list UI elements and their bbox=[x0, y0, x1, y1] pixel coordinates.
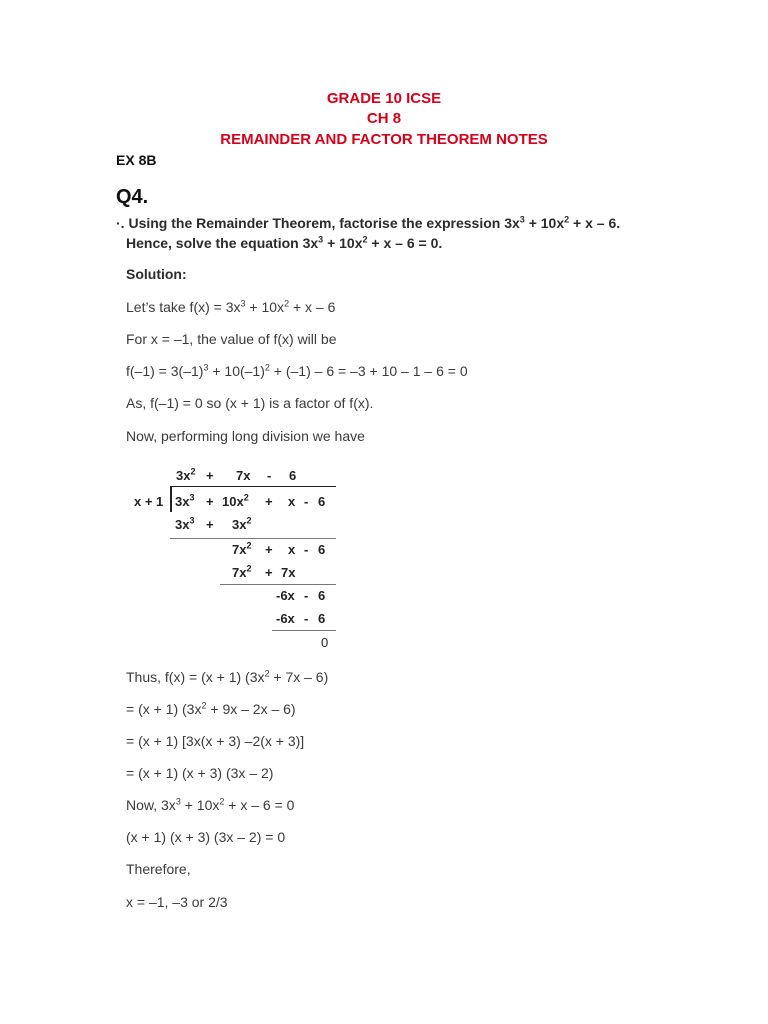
quotient-minus: - bbox=[267, 468, 272, 483]
subtract-row-1-term-1: $3x^3$ bbox=[175, 515, 195, 532]
step-group: = (x + 1) [3x(x + 3) –2(x + 3)] bbox=[126, 733, 305, 749]
remainder-row-1-minus: - bbox=[304, 542, 309, 557]
solution-label: Solution: bbox=[126, 266, 187, 282]
step-factorised: = (x + 1) (x + 3) (3x – 2) bbox=[126, 765, 274, 781]
long-division-figure bbox=[126, 460, 342, 656]
subtract-row-2-term-2: 7x bbox=[281, 565, 296, 580]
subtract-row-2-plus: + bbox=[265, 565, 273, 580]
remainder-row-1-term-3: 6 bbox=[318, 542, 326, 557]
step-evaluate: $f(-1) = 3(-1)^3 + 10(-1)^2 + (-1) - 6 = -3 + 10 - 1 - 6 = 0$ bbox=[126, 362, 468, 379]
dividend-term-1: $3x^3$ bbox=[175, 492, 195, 509]
step-therefore: Therefore, bbox=[126, 861, 191, 877]
dividend-minus: - bbox=[304, 494, 309, 509]
subtract-row-1-plus: + bbox=[206, 517, 214, 532]
exercise-label: EX 8B bbox=[116, 152, 157, 168]
subtract-row-3-term-2: 6 bbox=[318, 611, 326, 626]
dividend-plus-2: + bbox=[265, 494, 273, 509]
question-line-2: Hence, solve the equation $3x^3 + 10x^2 + x - 6 = 0$. bbox=[126, 234, 443, 251]
step-equation: Now, $3x^3 + 10x^2 + x - 6 = 0$ bbox=[126, 796, 295, 813]
remainder-row-1-plus: + bbox=[265, 542, 273, 557]
subtract-row-3-term-1: -6x bbox=[276, 611, 295, 626]
remainder-row-2-term-1: -6x bbox=[276, 588, 295, 603]
step-quotient: Thus, f(x) = (x + 1) $(3x^2 + 7x - 6)$ bbox=[126, 668, 329, 685]
remainder-row-1-term-2: x bbox=[288, 542, 296, 557]
subtract-row-2-term-1: $7x^2$ bbox=[232, 563, 252, 580]
quotient-term-1: $3x^2$ bbox=[176, 466, 196, 483]
divisor: x + 1 bbox=[134, 494, 164, 509]
chapter-heading: CH 8 bbox=[366, 110, 402, 127]
step-split-middle: = (x + 1) $(3x^2 + 9x - 2x - 6)$ bbox=[126, 700, 296, 717]
dividend-plus-1: + bbox=[206, 494, 214, 509]
quotient-term-2: 7x bbox=[236, 468, 251, 483]
subtract-row-1-term-2: $3x^2$ bbox=[232, 515, 252, 532]
remainder-row-2-term-2: 6 bbox=[318, 588, 326, 603]
step-substitute: For x = –1, the value of f(x) will be bbox=[126, 331, 337, 347]
dividend-term-2: $10x^2$ bbox=[222, 492, 249, 509]
quotient-term-3: 6 bbox=[289, 468, 297, 483]
final-answer: x = –1, –3 or 2/3 bbox=[126, 894, 228, 910]
question-number: Q4. bbox=[116, 186, 149, 208]
final-remainder: 0 bbox=[321, 635, 329, 650]
step-define-f: Let’s take $f(x) = 3x^3 + 10x^2 + x - 6$ bbox=[126, 298, 336, 315]
remainder-row-1-term-1: $7x^2$ bbox=[232, 540, 252, 557]
subtract-row-3-minus: - bbox=[304, 611, 309, 626]
dividend-term-3: x bbox=[288, 494, 296, 509]
quotient-plus: + bbox=[206, 468, 214, 483]
step-factor: As, f(–1) = 0 so (x + 1) is a factor of f(x). bbox=[126, 395, 374, 411]
notes-title: REMAINDER AND FACTOR THEOREM NOTES bbox=[220, 131, 548, 148]
step-long-division-intro: Now, performing long division we have bbox=[126, 428, 365, 444]
step-factor-equation: (x + 1) (x + 3) (3x – 2) = 0 bbox=[126, 829, 286, 845]
question-line-1: ·. Using the Remainder Theorem, factorise the expression $3x^3 + 10x^2 + x - 6$. bbox=[116, 214, 621, 231]
remainder-row-2-minus: - bbox=[304, 588, 309, 603]
grade-heading: GRADE 10 ICSE bbox=[326, 90, 442, 107]
dividend-term-4: 6 bbox=[318, 494, 326, 509]
